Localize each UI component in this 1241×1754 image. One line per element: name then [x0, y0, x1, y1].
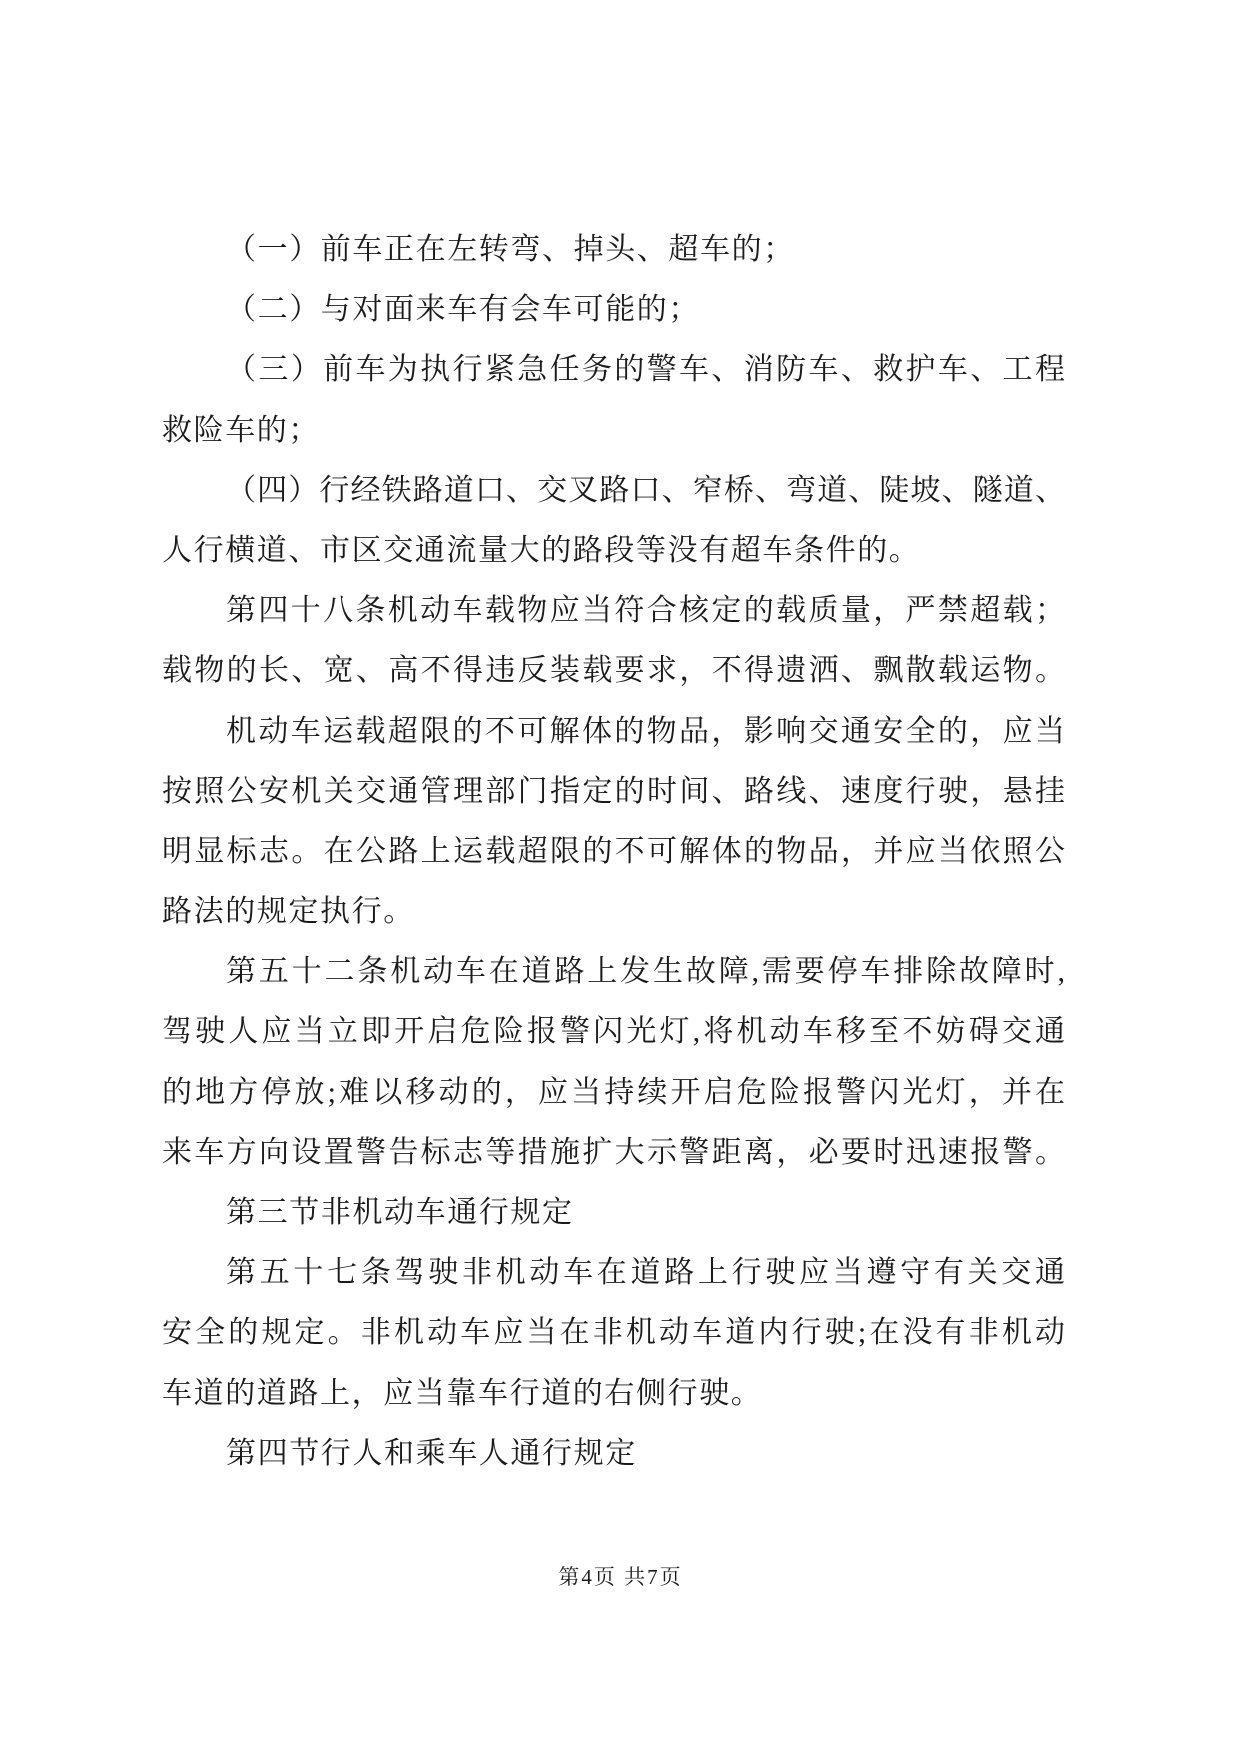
paragraph-line: （二）与对面来车有会车可能的；	[226, 293, 700, 327]
paragraph-line: 的地方停放;难以移动的，应当持续开启危险报警闪光灯，并在	[162, 1075, 1065, 1109]
paragraph-line: 按照公安机关交通管理部门指定的时间、路线、速度行驶，悬挂	[162, 774, 1065, 808]
page-footer	[0, 1563, 1241, 1591]
section-heading-text: 第四节行人和乘车人通行规定	[226, 1436, 637, 1470]
paragraph-line: 路法的规定执行。	[162, 895, 415, 929]
paragraph	[162, 220, 1065, 280]
section-heading	[162, 1183, 1065, 1243]
paragraph-line: 车道的道路上，应当靠车行道的右侧行驶。	[162, 1376, 763, 1410]
paragraph-line: 人行横道、市区交通流量大的路段等没有超车条件的。	[162, 533, 921, 567]
section-heading-text: 第三节非机动车通行规定	[226, 1196, 574, 1229]
paragraph	[162, 702, 1065, 943]
paragraph	[162, 581, 1065, 701]
paragraph-line: 机动车运载超限的不可解体的物品，影响交通安全的，应当	[226, 714, 1065, 748]
paragraph-line: 来车方向设置警告标志等措施扩大示警距离，必要时迅速报警。	[162, 1135, 1065, 1169]
paragraph-line: （三）前车为执行紧急任务的警车、消防车、救护车、工程	[226, 353, 1065, 387]
paragraph	[162, 1243, 1065, 1424]
paragraph-line: 驾驶人应当立即开启危险报警闪光灯,将机动车移至不妨碍交通	[162, 1015, 1065, 1049]
document-body	[162, 220, 1065, 1484]
paragraph-line: 第五十二条机动车在道路上发生故障,需要停车排除故障时,	[226, 955, 1065, 989]
paragraph	[162, 461, 1065, 581]
paragraph	[162, 942, 1065, 1183]
paragraph-line: （一）前车正在左转弯、掉头、超车的；	[226, 233, 795, 266]
paragraph-line: 救险车的；	[162, 413, 320, 447]
paragraph-line: 第五十七条驾驶非机动车在道路上行驶应当遵守有关交通	[226, 1256, 1065, 1290]
paragraph	[162, 280, 1065, 340]
paragraph-line: 明显标志。在公路上运载超限的不可解体的物品，并应当依照公	[162, 834, 1065, 868]
paragraph-line: 第四十八条机动车载物应当符合核定的载质量，严禁超载；	[226, 594, 1065, 628]
page-number: 第4页 共7页	[558, 1565, 683, 1589]
paragraph-line: 安全的规定。非机动车应当在非机动车道内行驶;在没有非机动	[162, 1316, 1065, 1350]
section-heading	[162, 1424, 1065, 1484]
paragraph	[162, 340, 1065, 460]
paragraph-line: （四）行经铁路道口、交叉路口、窄桥、弯道、陡坡、隧道、	[226, 473, 1065, 507]
paragraph-line: 载物的长、宽、高不得违反装载要求，不得遗洒、飘散载运物。	[162, 654, 1065, 688]
